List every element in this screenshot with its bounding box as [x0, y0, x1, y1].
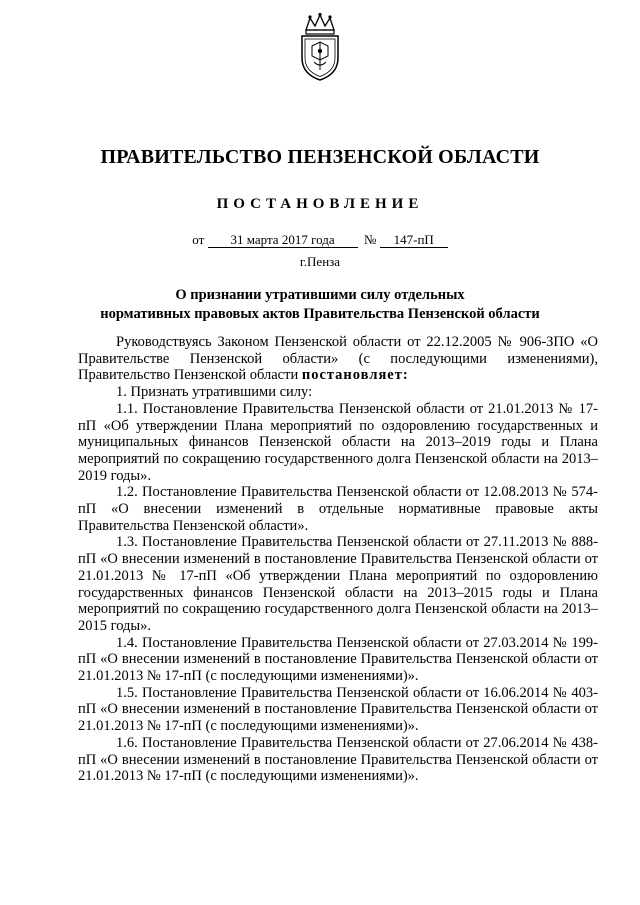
document-number: 147-пП — [380, 233, 448, 248]
document-subject — [60, 286, 580, 324]
paragraph-1: 1. Признать утратившими силу: — [116, 384, 313, 401]
date-number-line — [0, 232, 640, 248]
government-title: ПРАВИТЕЛЬСТВО ПЕНЗЕНСКОЙ ОБЛАСТИ — [100, 146, 540, 168]
document-type: ПОСТАНОВЛЕНИЕ — [216, 196, 424, 212]
intro-bold: постановляет: — [301, 367, 409, 384]
intro-paragraph — [78, 334, 598, 384]
intro-text: Руководствуясь Законом Пензенской области от 22.12.2005 № 906-ЗПО «О Правительстве Пензенской области» (с последующими изменениями), Правительство Пензенской области — [78, 334, 598, 384]
subject-line-2: нормативных правовых актов Правительства Пензенской области — [100, 306, 540, 322]
subject-line-1: О признании утратившими силу отдельных — [175, 287, 465, 303]
document-body — [78, 334, 598, 785]
item-1-2: 1.2. Постановление Правительства Пензенской области от 12.08.2013 № 574-пП «О внесении изменений в отдельные нормативные правовые акты Правительства Пензенской области». — [78, 484, 598, 534]
item-1-1: 1.1. Постановление Правительства Пензенской области от 21.01.2013 № 17-пП «Об утверждении Плана мероприятий по оздоровлению государственных и муниципальных финансов Пензенской области на 2013–2019 годы и Плана мероприятий по сокращению государственного долга Пензенской области на 2013–2019 годы». — [78, 400, 598, 484]
city: г.Пенза — [299, 254, 341, 269]
coat-of-arms-emblem — [296, 12, 344, 82]
document-date: 31 марта 2017 года — [208, 233, 358, 248]
date-prefix: от — [192, 232, 205, 247]
item-1-4: 1.4. Постановление Правительства Пензенской области от 27.03.2014 № 199-пП «О внесении изменений в постановление Правительства Пензенской области от 21.01.2013 № 17-пП (с последующими изменениями)». — [78, 634, 598, 685]
item-1-6: 1.6. Постановление Правительства Пензенской области от 27.06.2014 № 438-пП «О внесении изменений в постановление Правительства Пензенской области от 21.01.2013 № 17-пП (с последующими изменениями)». — [78, 734, 598, 785]
item-1-3: 1.3. Постановление Правительства Пензенской области от 27.11.2013 № 888-пП «О внесении изменений в постановление Правительства Пензенской области от 21.01.2013 № 17-пП «Об утверждении Плана мероприятий по оздоровлению государственных финансов Пензенской области на 2013–2015 годы и Плана мероприятий по сокращению государственного долга Пензенской области на 2013–2015 годы». — [78, 534, 598, 634]
item-1-5: 1.5. Постановление Правительства Пензенской области от 16.06.2014 № 403-пП «О внесении изменений в постановление Правительства Пензенской области от 21.01.2013 № 17-пП (с последующими изменениями)». — [78, 684, 598, 735]
number-sign: № — [364, 232, 377, 247]
